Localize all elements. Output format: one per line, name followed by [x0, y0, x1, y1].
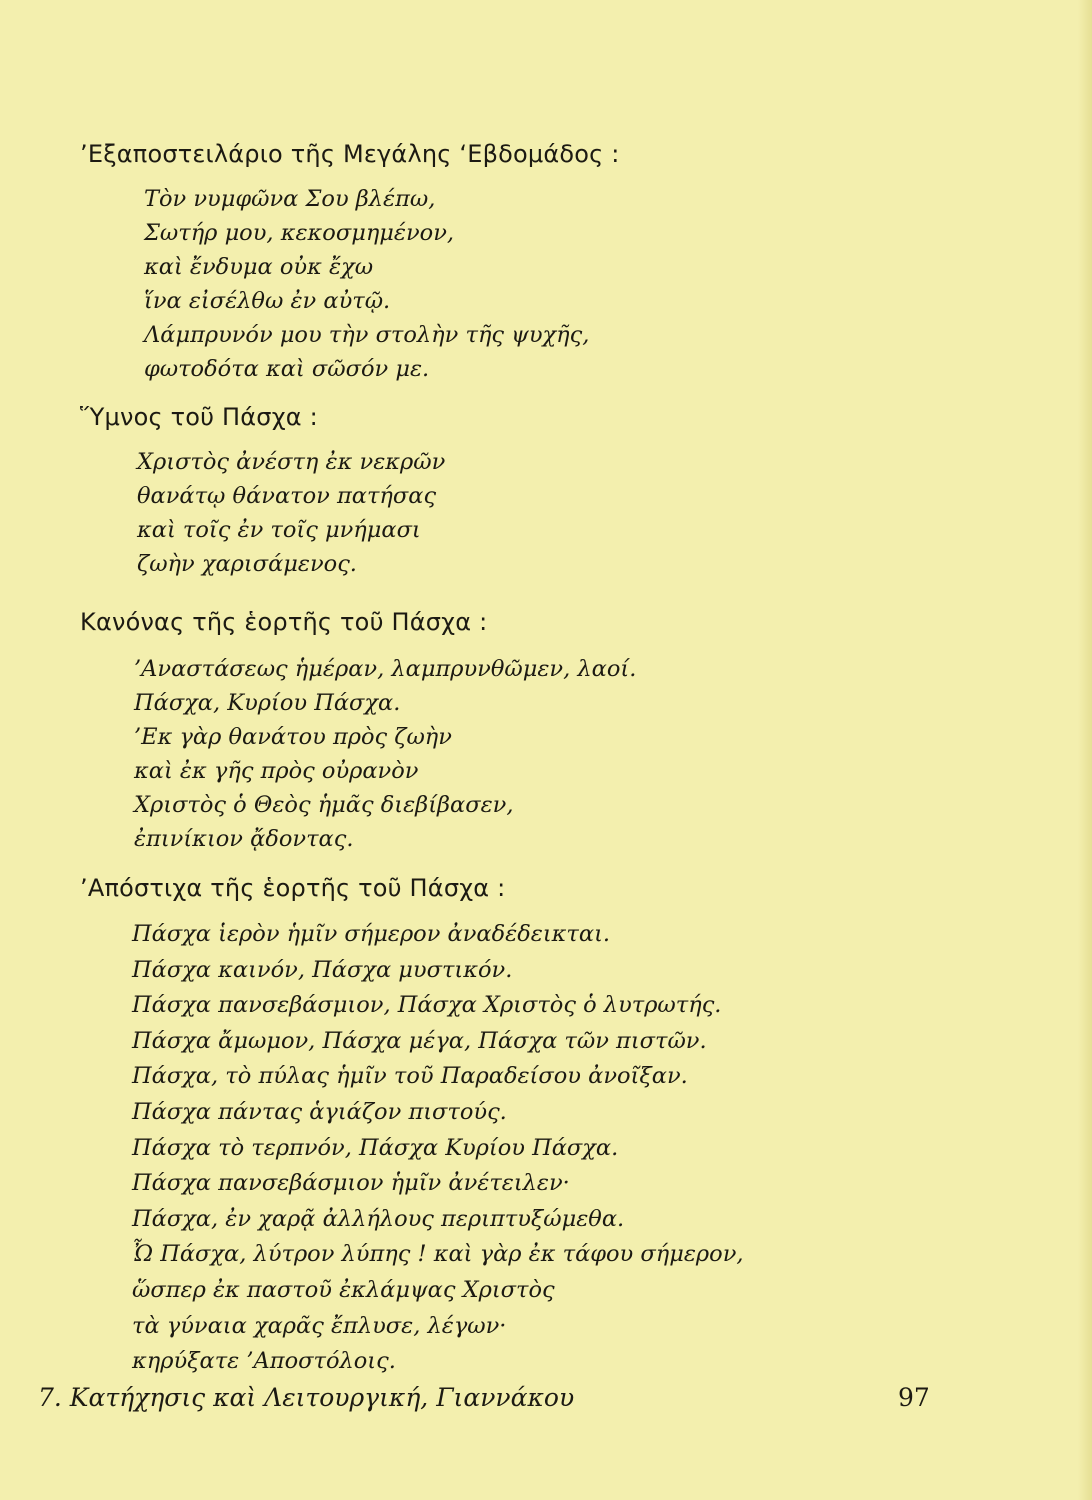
verse-block-hymn: [137, 445, 445, 581]
verse-line: Πάσχα ἱερὸν ἡμῖν σήμερον ἀναδέδεικται.: [132, 921, 611, 947]
verse-line: τὰ γύναια χαρᾶς ἔπλυσε, λέγων·: [132, 1312, 507, 1339]
verse-line: καὶ ἔνδυμα οὐκ ἔχω: [144, 254, 374, 280]
verse-line: ἵνα εἰσέλθω ἐν αὐτῷ.: [144, 288, 391, 314]
verse-line: Πάσχα, τὸ πύλας ἡμῖν τοῦ Παραδείσου ἀνοῖξαν.: [132, 1063, 688, 1090]
page-edge: [1078, 0, 1092, 1500]
verse-line: ἐπινίκιον ᾄδοντας.: [134, 826, 354, 852]
verse-block-exaposteilario: [144, 182, 589, 386]
verse-block-canon: [134, 652, 636, 856]
section-heading-exaposteilario: ’Εξαποστειλάριο τῆς Μεγάλης ‘Εβδομάδος :: [80, 140, 620, 168]
verse-line: φωτοδότα καὶ σῶσόν με.: [144, 356, 430, 382]
verse-line: Σωτήρ μου, κεκοσμημένον,: [144, 220, 455, 246]
verse-line: καὶ ἐκ γῆς πρὸς οὐρανὸν: [134, 758, 419, 784]
verse-line: Τὸν νυμφῶνα Σου βλέπω,: [144, 186, 436, 212]
verse-line: ’Εκ γὰρ θανάτου πρὸς ζωὴν: [134, 724, 452, 750]
verse-line: ὥσπερ ἐκ παστοῦ ἐκλάμψας Χριστὸς: [132, 1276, 555, 1303]
verse-line: Χριστὸς ὁ Θεὸς ἡμᾶς διεβίβασεν,: [134, 792, 514, 818]
verse-line: θανάτῳ θάνατον πατήσας: [137, 483, 437, 509]
verse-line: Πάσχα πανσεβάσμιον, Πάσχα Χριστὸς ὁ λυτρωτής.: [132, 992, 722, 1019]
verse-line: Χριστὸς ἀνέστη ἐκ νεκρῶν: [137, 449, 446, 475]
verse-line: Λάμπρυνόν μου τὴν στολὴν τῆς ψυχῆς,: [144, 322, 590, 348]
verse-line: καὶ τοῖς ἐν τοῖς μνήμασι: [137, 517, 421, 543]
verse-line: Πάσχα τὸ τερπνόν, Πάσχα Κυρίου Πάσχα.: [132, 1134, 619, 1161]
verse-line: Πάσχα καινόν, Πάσχα μυστικόν.: [132, 956, 513, 983]
verse-line: Πάσχα πανσεβάσμιον ἡμῖν ἀνέτειλεν·: [132, 1170, 570, 1197]
verse-line: ’Αναστάσεως ἡμέραν, λαμπρυνθῶμεν, λαοί.: [134, 656, 637, 682]
verse-line: Πάσχα, ἐν χαρᾷ ἀλλήλους περιπτυξώμεθα.: [132, 1205, 625, 1232]
verse-line: Πάσχα ἄμωμον, Πάσχα μέγα, Πάσχα τῶν πιστῶν.: [132, 1027, 707, 1054]
footer-book-title: 7. Κατήχησις καὶ Λειτουργική, Γιαννάκου: [38, 1383, 575, 1412]
verse-line: Πάσχα, Κυρίου Πάσχα.: [134, 690, 401, 716]
verse-line: κηρύξατε ’Αποστόλοις.: [132, 1348, 396, 1375]
section-heading-aposticha: ’Απόστιχα τῆς ἑορτῆς τοῦ Πάσχα :: [80, 874, 506, 902]
verse-line: Ὦ Πάσχα, λύτρον λύπης ! καὶ γὰρ ἐκ τάφου σήμερον,: [132, 1241, 744, 1268]
page-number: 97: [898, 1383, 930, 1412]
verse-line: ζωὴν χαρισάμενος.: [137, 551, 357, 577]
section-heading-hymn: Ὕμνος τοῦ Πάσχα :: [80, 403, 318, 431]
section-heading-canon: Κανόνας τῆς ἑορτῆς τοῦ Πάσχα :: [80, 608, 488, 636]
verse-line: Πάσχα πάντας ἁγιάζον πιστούς.: [132, 1098, 507, 1125]
verse-block-aposticha: [132, 917, 744, 1380]
